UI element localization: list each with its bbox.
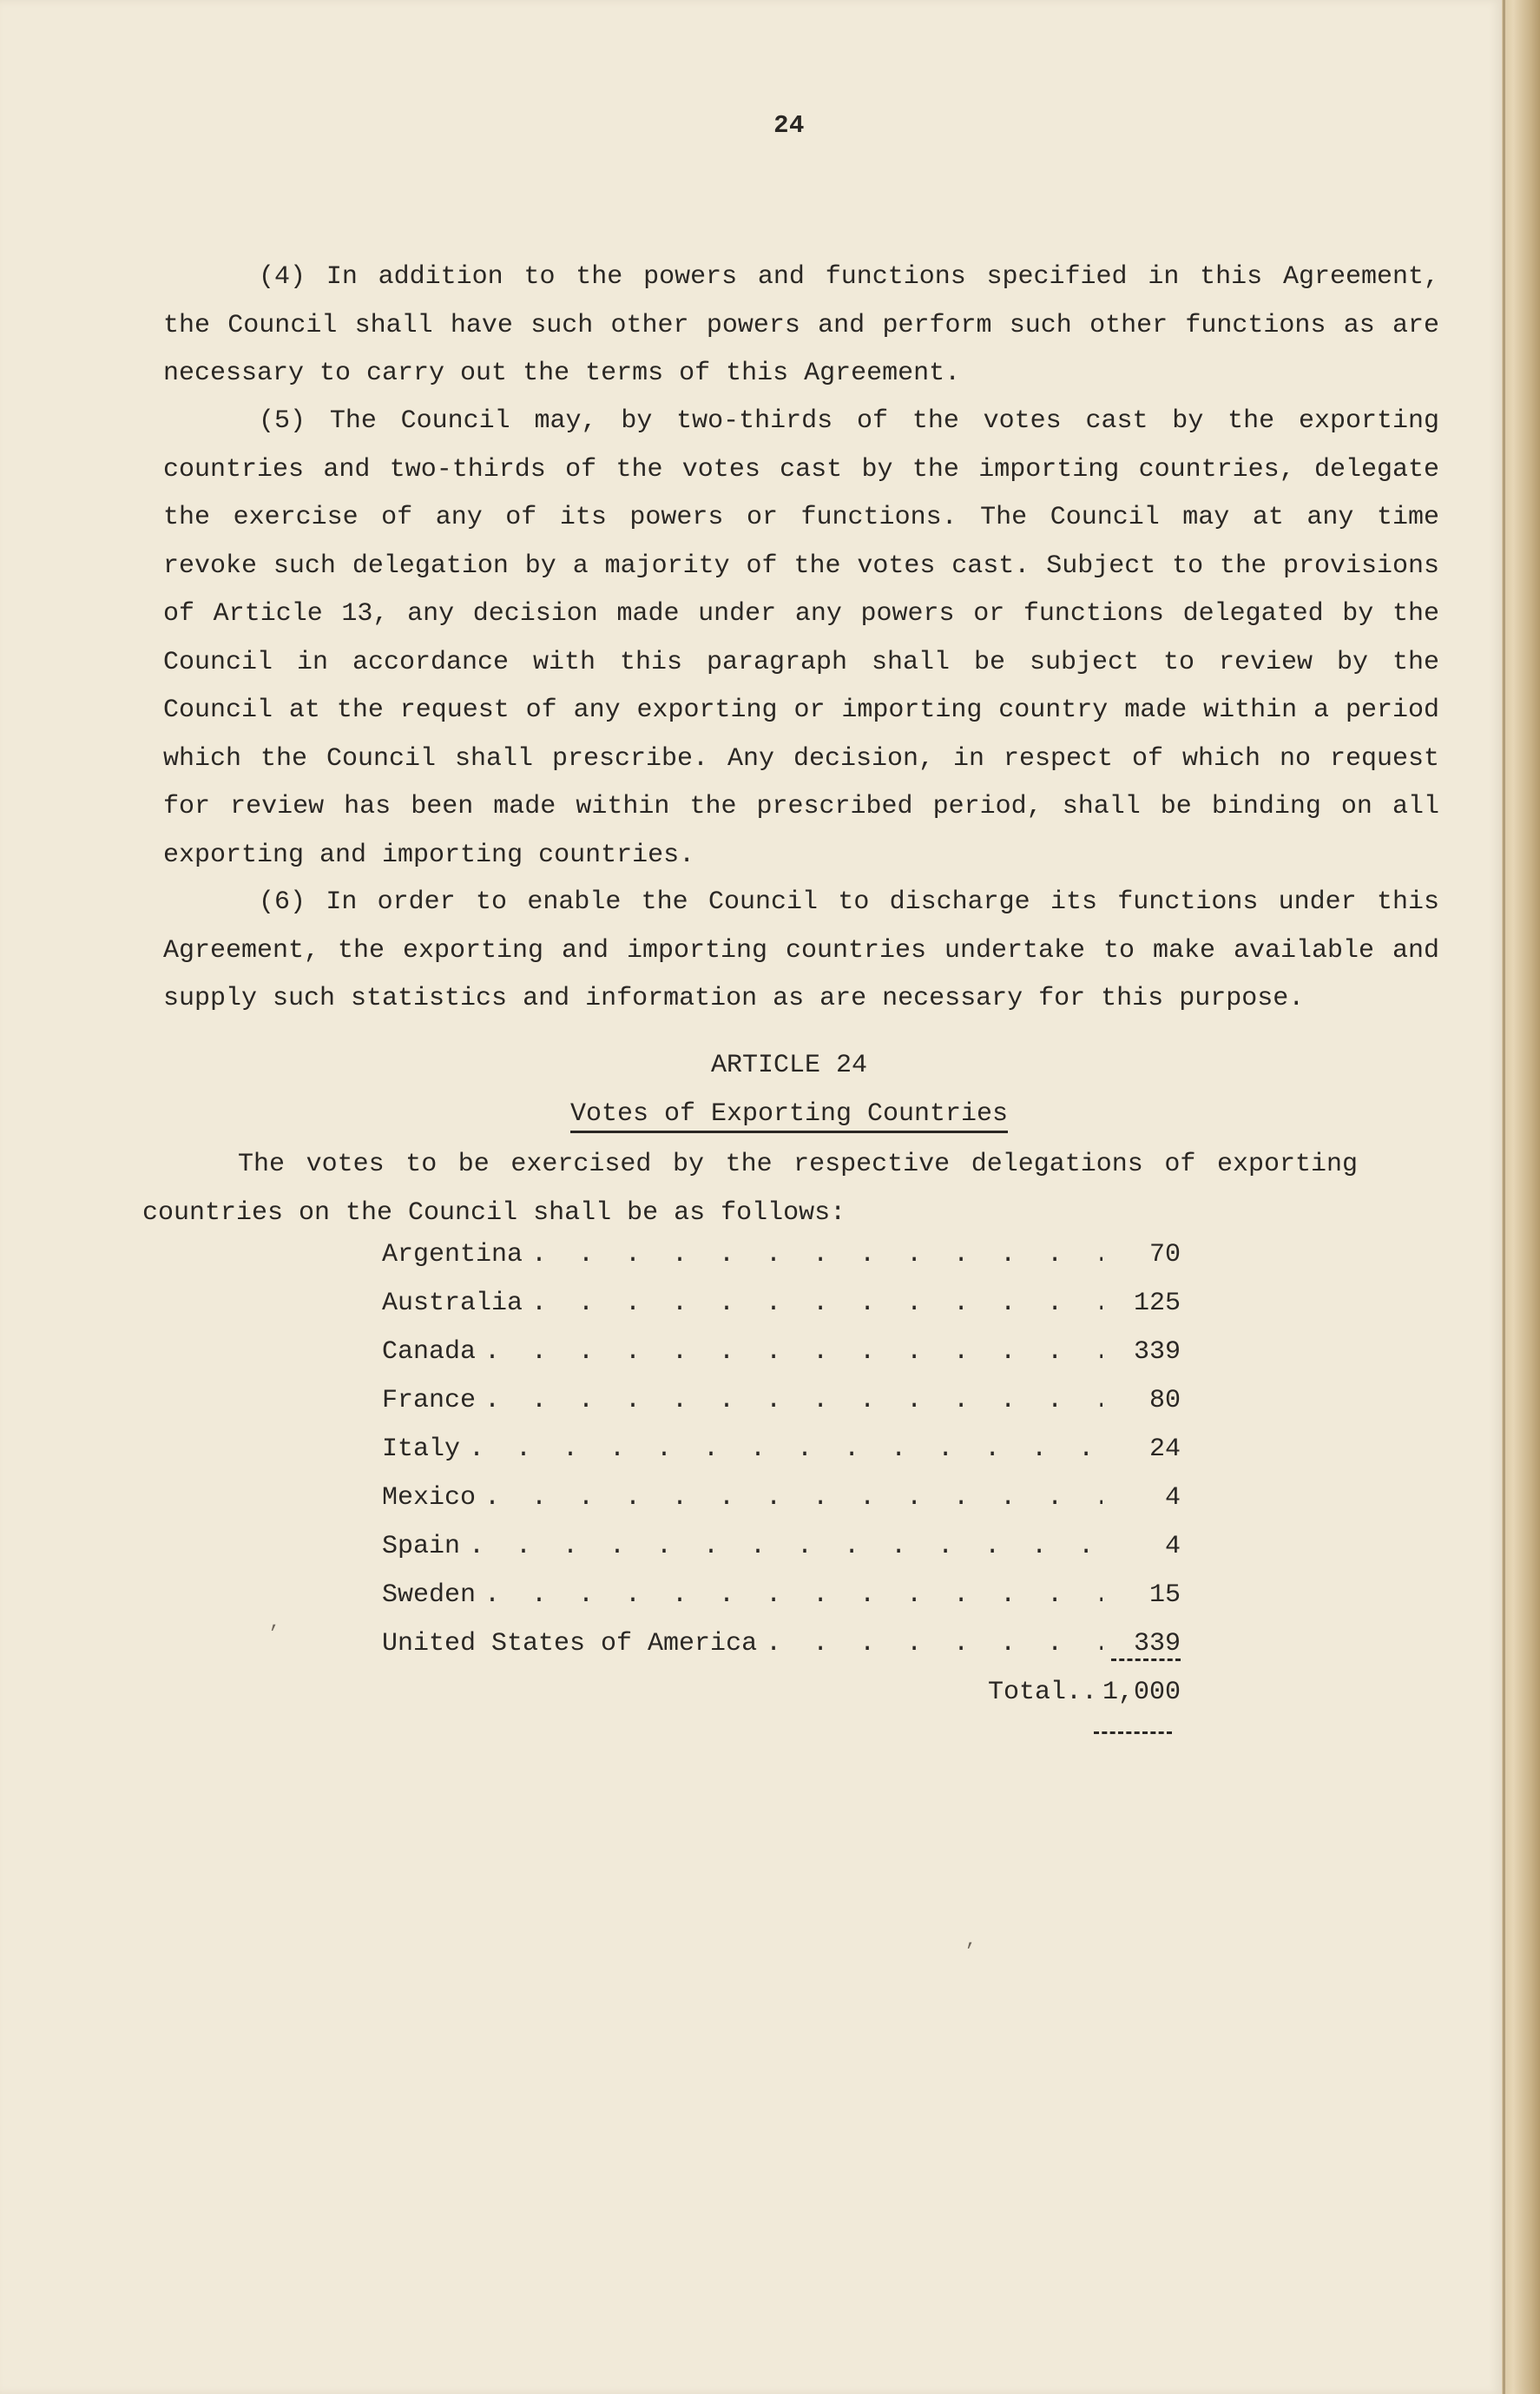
paragraph-4-text: In addition to the powers and functions specified in this Agreement, the Council shall have such other powers and perform such other functions as are necessary to carry out the terms of this Agreement. bbox=[163, 262, 1439, 388]
leader-dots bbox=[484, 1483, 1102, 1513]
country-name: United States of America bbox=[382, 1629, 758, 1659]
page-edge-shadow bbox=[1503, 0, 1505, 2394]
total-row bbox=[382, 1678, 1181, 1726]
country-name: Mexico bbox=[382, 1483, 477, 1513]
page-number: 24 bbox=[773, 111, 805, 140]
vote-count: 339 bbox=[1133, 1337, 1181, 1367]
table-row bbox=[382, 1580, 1181, 1629]
vote-count: 24 bbox=[1148, 1434, 1181, 1464]
article-intro bbox=[142, 1141, 1358, 1237]
leader-dots bbox=[766, 1629, 1102, 1659]
article-subtitle: Votes of Exporting Countries bbox=[570, 1099, 1008, 1133]
vote-count: 4 bbox=[1164, 1483, 1181, 1513]
leader-dots bbox=[469, 1532, 1102, 1561]
paragraph-4-number: (4) bbox=[259, 262, 306, 292]
country-name: Italy bbox=[382, 1434, 461, 1464]
country-name: Australia bbox=[382, 1289, 523, 1318]
paragraph-6 bbox=[163, 879, 1439, 1024]
paragraph-4 bbox=[163, 254, 1439, 399]
table-row bbox=[382, 1240, 1181, 1289]
paragraph-6-text: In order to enable the Council to discharge its functions under this Agreement, the exporting and importing countries undertake to make available and supply such statistics and information as are necessary for this purpose. bbox=[163, 887, 1439, 1013]
total-value: 1,000 bbox=[1102, 1678, 1181, 1707]
paragraph-5 bbox=[163, 398, 1439, 880]
stray-mark: , bbox=[269, 1612, 281, 1633]
country-name: Canada bbox=[382, 1337, 477, 1367]
leader-dots bbox=[469, 1434, 1102, 1464]
stray-mark: , bbox=[965, 1929, 977, 1951]
table-row bbox=[382, 1434, 1181, 1483]
paragraph-5-text: The Council may, by two-thirds of the votes cast by the exporting countries and two-thirds of the votes cast by the importing countries, delegate the exercise of any of its powers or functions. The Council may at any time revoke such delegation by a majority of the votes cast. Subject to the provisions of Article 13, any decision made under any powers or functions delegated by the Council in accordance with this paragraph shall be subject to review by the Council at the request of any exporting or importing country made within a period which the Council shall prescribe. Any decision, in respect of which no request for review has been made within the prescribed period, shall be binding on all exporting and importing countries. bbox=[163, 406, 1439, 870]
vote-count: 4 bbox=[1164, 1532, 1181, 1561]
article-subtitle-wrap bbox=[0, 1099, 1540, 1129]
vote-count: 15 bbox=[1148, 1580, 1181, 1610]
table-row bbox=[382, 1289, 1181, 1337]
total-underline bbox=[1094, 1731, 1172, 1734]
leader-dots bbox=[484, 1337, 1102, 1367]
paragraph-6-number: (6) bbox=[259, 887, 306, 917]
total-label: Total.. bbox=[987, 1678, 1097, 1707]
page-edge bbox=[1502, 0, 1540, 2394]
article-title: ARTICLE 24 bbox=[710, 1051, 868, 1080]
vote-count: 70 bbox=[1148, 1240, 1181, 1270]
table-row bbox=[382, 1483, 1181, 1532]
vote-count: 80 bbox=[1148, 1386, 1181, 1415]
paragraph-5-number: (5) bbox=[259, 406, 306, 436]
leader-dots bbox=[484, 1580, 1102, 1610]
table-row bbox=[382, 1532, 1181, 1580]
votes-table bbox=[382, 1240, 1181, 1726]
leader-dots bbox=[531, 1240, 1102, 1270]
vote-count: 125 bbox=[1133, 1289, 1181, 1318]
country-name: Spain bbox=[382, 1532, 461, 1561]
table-row bbox=[382, 1337, 1181, 1386]
country-name: Sweden bbox=[382, 1580, 477, 1610]
vote-count: 339 bbox=[1111, 1629, 1181, 1661]
table-row bbox=[382, 1386, 1181, 1434]
leader-dots bbox=[484, 1386, 1102, 1415]
table-row bbox=[382, 1629, 1181, 1678]
country-name: Argentina bbox=[382, 1240, 523, 1270]
article-intro-text: The votes to be exercised by the respective delegations of exporting countries on the Council shall be as follows: bbox=[142, 1150, 1358, 1228]
leader-dots bbox=[531, 1289, 1102, 1318]
country-name: France bbox=[382, 1386, 477, 1415]
